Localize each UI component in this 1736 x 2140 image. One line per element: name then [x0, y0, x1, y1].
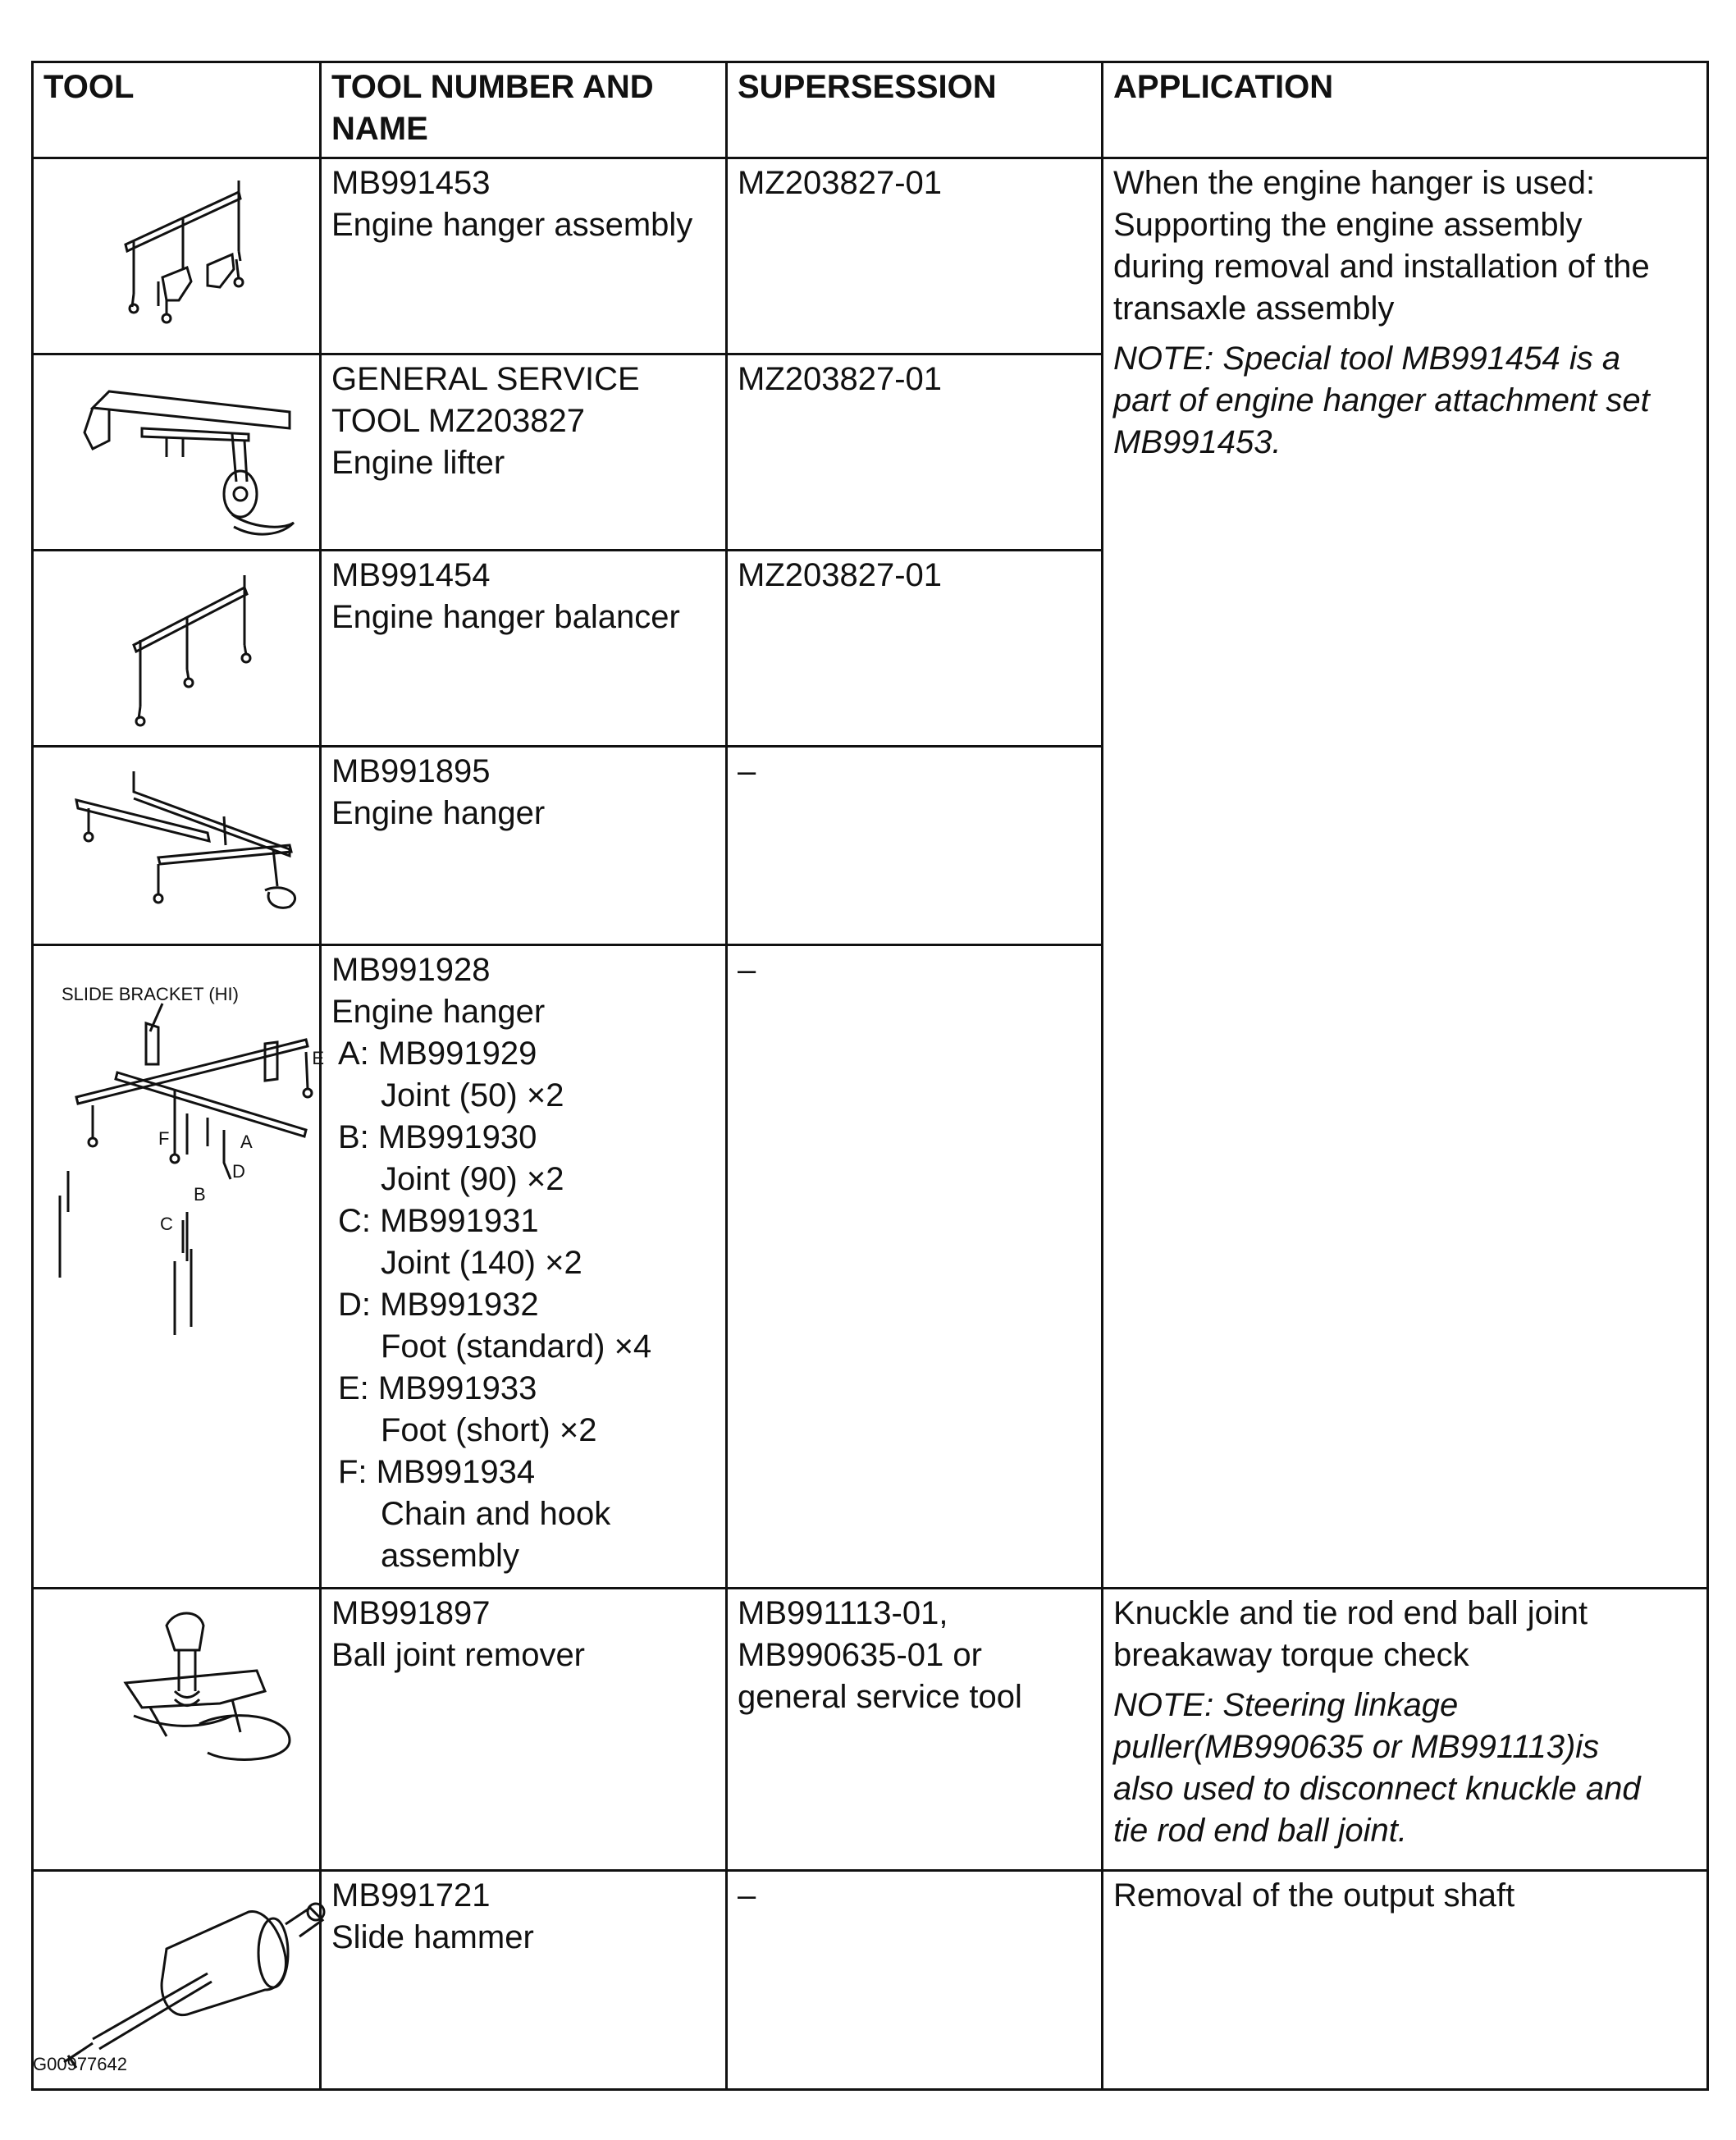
supersession-value: general service tool — [738, 1679, 1022, 1715]
tool-name: Engine hanger — [331, 795, 546, 831]
header-tool-number-name: TOOL NUMBER AND NAME — [321, 62, 727, 158]
engine-hanger-icon — [43, 751, 331, 939]
supersession-value: – — [738, 952, 756, 988]
supersession-value: MZ203827-01 — [738, 557, 943, 593]
tool-number-name-cell — [321, 1589, 727, 1871]
tool-number-name-cell — [321, 747, 727, 945]
part-desc: Joint (140) ×2 — [381, 1245, 582, 1281]
application-text: Supporting the engine assembly — [1113, 207, 1583, 243]
application-text: When the engine hanger is used: — [1113, 165, 1596, 201]
figure-label-slide-bracket: SLIDE BRACKET (HI) — [62, 984, 239, 1004]
supersession-cell — [727, 551, 1103, 747]
application-text: breakaway torque check — [1113, 1637, 1469, 1673]
header-application: APPLICATION — [1103, 62, 1708, 158]
note-line: NOTE: Steering linkage — [1113, 1687, 1459, 1723]
note-line: tie rod end ball joint. — [1113, 1813, 1408, 1849]
tool-number: MB991928 — [331, 952, 491, 988]
part-desc: assembly — [381, 1538, 519, 1574]
application-text: transaxle assembly — [1113, 290, 1395, 327]
application-cell-ball-joint — [1103, 1589, 1708, 1871]
supersession-cell — [727, 945, 1103, 1589]
note-line: NOTE: Special tool MB991454 is a — [1113, 341, 1621, 377]
engine-hanger-set-icon — [43, 949, 331, 1582]
tool-number: MB991897 — [331, 1595, 491, 1631]
part-desc: Joint (90) ×2 — [381, 1161, 564, 1197]
supersession-value: MZ203827-01 — [738, 165, 943, 201]
tool-image-cell — [33, 945, 324, 1589]
figure-letter: D — [232, 1161, 245, 1182]
tool-image-cell — [33, 747, 321, 945]
supersession-cell — [727, 1871, 1103, 2090]
tool-name: Slide hammer — [331, 1919, 534, 1955]
application-note — [1113, 338, 1698, 464]
table-row — [33, 158, 1708, 354]
engine-hanger-assembly-icon — [43, 162, 331, 348]
tool-name: Engine hanger assembly — [331, 207, 693, 243]
tool-name: Engine lifter — [331, 445, 505, 481]
supersession-value: MB991113-01, — [738, 1595, 948, 1631]
part-code: A: MB991929 — [338, 1036, 537, 1072]
tool-number: MB991721 — [331, 1877, 491, 1914]
tool-name: Engine hanger balancer — [331, 599, 680, 635]
part-code: C: MB991931 — [338, 1203, 539, 1239]
note-line: MB991453. — [1113, 424, 1281, 460]
tool-number: MB991895 — [331, 753, 491, 789]
table-row — [33, 1871, 1708, 2090]
tool-number-name-cell — [321, 1871, 727, 2090]
tool-number-name-cell — [321, 945, 727, 1589]
part-desc: Joint (50) ×2 — [381, 1077, 564, 1113]
tool-image-cell — [33, 158, 321, 354]
part-code: B: MB991930 — [338, 1119, 537, 1155]
table-row — [33, 1589, 1708, 1871]
part-code: F: MB991934 — [338, 1454, 536, 1490]
figure-letter: C — [160, 1214, 173, 1234]
part-code: E: MB991933 — [338, 1370, 537, 1406]
tool-number: MB991454 — [331, 557, 491, 593]
tool-image-cell — [33, 1589, 321, 1871]
header-supersession: SUPERSESSION — [727, 62, 1103, 158]
figure-letter: E — [312, 1048, 324, 1068]
supersession-value: – — [738, 753, 756, 789]
table-header-row — [33, 62, 1708, 158]
supersession-value: – — [738, 1877, 756, 1914]
supersession-cell — [727, 158, 1103, 354]
tool-number-name-cell — [321, 551, 727, 747]
part-desc: Foot (short) ×2 — [381, 1412, 597, 1448]
tool-number-name-cell — [321, 354, 727, 551]
application-note — [1113, 1685, 1698, 1852]
part-desc: Chain and hook — [381, 1496, 611, 1532]
figure-letter: F — [158, 1128, 170, 1149]
part-desc: Foot (standard) ×4 — [381, 1328, 652, 1365]
figure-id: G00977642 — [33, 2054, 127, 2074]
ball-joint-remover-icon — [43, 1593, 331, 1864]
note-line: puller(MB990635 or MB991113)is — [1113, 1729, 1600, 1765]
tool-number: TOOL MZ203827 — [331, 403, 586, 439]
tool-number: MB991453 — [331, 165, 491, 201]
application-text: Knuckle and tie rod end ball joint — [1113, 1595, 1588, 1631]
application-text: during removal and installation of the — [1113, 249, 1650, 285]
tool-number: GENERAL SERVICE — [331, 361, 640, 397]
application-text: Removal of the output shaft — [1113, 1877, 1515, 1914]
part-code: D: MB991932 — [338, 1287, 539, 1323]
supersession-cell — [727, 747, 1103, 945]
application-cell-slide-hammer — [1103, 1871, 1708, 2090]
slide-hammer-icon — [43, 1875, 331, 2083]
supersession-value: MZ203827-01 — [738, 361, 943, 397]
supersession-cell — [727, 354, 1103, 551]
note-line: also used to disconnect knuckle and — [1113, 1771, 1641, 1807]
tool-image-cell — [33, 551, 321, 747]
figure-letter: B — [194, 1184, 206, 1205]
engine-hanger-balancer-icon — [43, 555, 331, 740]
supersession-cell — [727, 1589, 1103, 1871]
engine-lifter-icon — [43, 359, 331, 544]
figure-letter: A — [240, 1132, 253, 1152]
header-tool: TOOL — [33, 62, 321, 158]
tool-number-name-cell — [321, 158, 727, 354]
note-line: part of engine hanger attachment set — [1113, 382, 1650, 418]
application-cell-engine-hanger — [1103, 158, 1708, 1589]
tool-image-cell — [33, 354, 321, 551]
supersession-value: MB990635-01 or — [738, 1637, 982, 1673]
tool-name: Engine hanger — [331, 994, 546, 1030]
special-tools-table — [31, 61, 1709, 2091]
tool-name: Ball joint remover — [331, 1637, 586, 1673]
